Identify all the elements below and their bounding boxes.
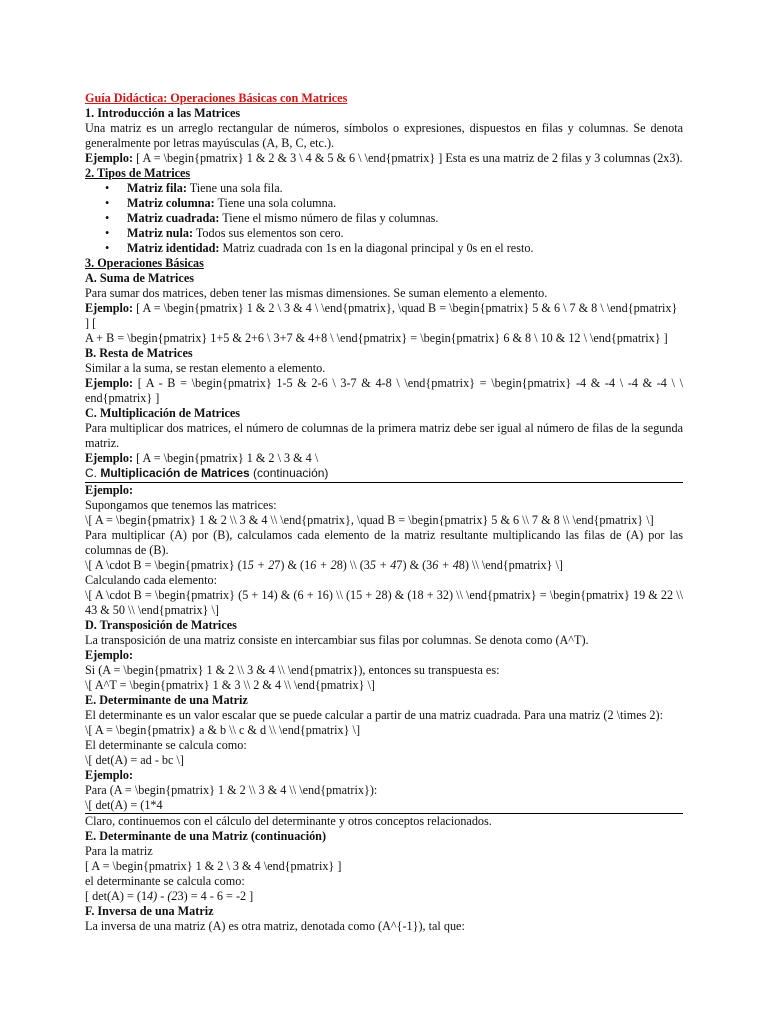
example-label: Ejemplo: xyxy=(85,648,134,662)
bullet-icon: • xyxy=(105,241,110,255)
list-item-desc: Todos sus elementos son cero. xyxy=(193,226,344,240)
formula-part: 6 + 2 xyxy=(310,558,337,572)
transposition-heading: D. Transposición de Matrices xyxy=(85,618,237,632)
list-item-desc: Matriz cuadrada con 1s en la diagonal principal y 0s en el resto. xyxy=(219,241,534,255)
formula-part: 7) & (1 xyxy=(274,558,311,572)
continuation-line: Calculando cada elemento: xyxy=(85,573,217,587)
product-formula-line xyxy=(85,558,683,573)
bullet-icon: • xyxy=(105,181,110,195)
part3-line: el determinante se calcula como: xyxy=(85,874,245,888)
list-item-term: Matriz columna: xyxy=(127,196,215,210)
formula-part: 5 + 2 xyxy=(247,558,275,572)
continuation-bold: Multiplicación de Matrices xyxy=(100,466,250,480)
sum-example-line-1 xyxy=(85,301,683,331)
document-page xyxy=(85,91,683,934)
continuation-line: Para multiplicar (A) por (B), calculamos cada elemento de la matriz resultante multiplicando las filas de (A) por las xyxy=(85,528,683,542)
section-1-paragraph-line-2: generalmente por letras mayúsculas (A, B, C, etc.). xyxy=(85,136,335,150)
matrix-types-list xyxy=(85,181,683,256)
list-item-term: Matriz fila: xyxy=(127,181,187,195)
continuation-line: columnas de (B). xyxy=(85,543,169,557)
part3-line: Para la matriz xyxy=(85,844,153,858)
continuation-line: 43 & 50 \\ \end{pmatrix} \] xyxy=(85,603,219,617)
document-title: Guía Didáctica: Operaciones Básicas con Matrices xyxy=(85,91,348,105)
example-label: Ejemplo: xyxy=(85,376,134,390)
list-item-desc: Tiene el mismo número de filas y columnas. xyxy=(219,211,439,225)
continuation-line: Supongamos que tenemos las matrices: xyxy=(85,498,277,512)
section-3-heading: 3. Operaciones Básicas xyxy=(85,256,204,270)
transposition-paragraph: La transposición de una matriz consiste en intercambiar sus filas por columnas. Se denota como (A^T). xyxy=(85,633,589,647)
bullet-icon: • xyxy=(105,196,110,210)
list-item-term: Matriz nula: xyxy=(127,226,194,240)
bullet-icon: • xyxy=(105,211,110,225)
list-item-term: Matriz cuadrada: xyxy=(127,211,220,225)
example-text: [ A = \begin{pmatrix} 1 & 2 \ 3 & 4 \ xyxy=(133,451,319,465)
multiplication-paragraph-line-1: Para multiplicar dos matrices, el número de columnas de la primera matriz debe ser igual al número de filas de la segunda xyxy=(85,421,683,435)
formula-part: 5 + 4 xyxy=(369,558,397,572)
subtraction-example-line-2: end{pmatrix} ] xyxy=(85,391,160,405)
multiplication-paragraph-line-2: matriz. xyxy=(85,436,120,450)
multiplication-example xyxy=(85,451,683,466)
formula-part: \[ A \cdot B = \begin{pmatrix} (1 xyxy=(85,558,248,572)
section-1-heading: 1. Introducción a las Matrices xyxy=(85,106,241,120)
determinant-result-line xyxy=(85,889,683,904)
determinant-line: \[ det(A) = ad - bc \] xyxy=(85,753,184,767)
example-label: Ejemplo: xyxy=(85,301,134,315)
list-item xyxy=(85,241,683,256)
determinant-line: Para (A = \begin{pmatrix} 1 & 2 \\ 3 & 4 \\ \end{pmatrix}): xyxy=(85,783,378,797)
determinant-continuation-heading: E. Determinante de una Matriz (continuación) xyxy=(85,829,327,843)
example-label: Ejemplo: xyxy=(85,768,134,782)
part3-line: [ A = \begin{pmatrix} 1 & 2 \ 3 & 4 \end{pmatrix} ] xyxy=(85,859,342,873)
determinant-line: El determinante se calcula como: xyxy=(85,738,247,752)
section-1-example xyxy=(85,151,683,166)
list-item xyxy=(85,226,683,241)
subtraction-paragraph: Similar a la suma, se restan elemento a elemento. xyxy=(85,361,326,375)
example-label: Ejemplo: xyxy=(85,151,134,165)
list-item-term: Matriz identidad: xyxy=(127,241,220,255)
sum-heading: A. Suma de Matrices xyxy=(85,271,194,285)
formula-part: 3) = 4 - 6 = -2 ] xyxy=(177,889,254,903)
formula-part: 8) \\ (3 xyxy=(336,558,370,572)
section-2-heading: 2. Tipos de Matrices xyxy=(85,166,191,180)
formula-part: 8) \\ \end{pmatrix} \] xyxy=(458,558,563,572)
formula-part: [ det(A) = (1 xyxy=(85,889,148,903)
multiplication-heading: C. Multiplicación de Matrices xyxy=(85,406,241,420)
continuation-suffix: (continuación) xyxy=(249,466,329,480)
example-text: [ A - B = \begin{pmatrix} 1-5 & 2-6 \ 3-7 & 4-8 \ \end{pmatrix} = \begin{pmatrix} -4 & -4 \ -4 & -4 \ \ xyxy=(133,376,683,390)
inverse-paragraph: La inversa de una matriz (A) es otra matriz, denotada como (A^{-1}), tal que: xyxy=(85,919,465,933)
formula-part: 7) & (3 xyxy=(396,558,433,572)
determinant-line: \[ det(A) = (1*4 xyxy=(85,798,683,814)
example-text: [ A = \begin{pmatrix} 1 & 2 & 3 \ 4 & 5 & 6 \ \end{pmatrix} ] Esta es una matriz de 2 filas y 3 columnas (2x3). xyxy=(133,151,683,165)
example-label: Ejemplo: xyxy=(85,451,134,465)
section-1-paragraph-line-1: Una matriz es un arreglo rectangular de números, símbolos o expresiones, dispuestos en filas y columnas. Se denota xyxy=(85,121,683,135)
continuation-line: \[ A \cdot B = \begin{pmatrix} (5 + 14) & (6 + 16) \\ (15 + 28) & (18 + 32) \\ \end{pmatrix} = \begin{pmatrix} 19 & 22 \\ xyxy=(85,588,683,602)
list-item xyxy=(85,196,683,211)
continuation-example-label: Ejemplo: xyxy=(85,483,134,497)
determinant-line: \[ A = \begin{pmatrix} a & b \\ c & d \\ \end{pmatrix} \] xyxy=(85,723,360,737)
transposition-line: \[ A^T = \begin{pmatrix} 1 & 3 \\ 2 & 4 \\ \end{pmatrix} \] xyxy=(85,678,375,692)
determinant-paragraph: El determinante es un valor escalar que se puede calcular a partir de una matriz cuadrada. Para una matriz (2 \times 2): xyxy=(85,708,663,722)
formula-part: 4) - (2 xyxy=(147,889,178,903)
list-item-desc: Tiene una sola fila. xyxy=(186,181,283,195)
transposition-line: Si (A = \begin{pmatrix} 1 & 2 \\ 3 & 4 \\ \end{pmatrix}), entonces su transpuesta es: xyxy=(85,663,500,677)
list-item xyxy=(85,181,683,196)
continuation-prefix: C. xyxy=(85,466,101,480)
list-item-desc: Tiene una sola columna. xyxy=(214,196,337,210)
sum-example-line-2: A + B = \begin{pmatrix} 1+5 & 2+6 \ 3+7 & 4+8 \ \end{pmatrix} = \begin{pmatrix} 6 & 8 \ 10 & 12 \ \end{pmatrix} ] xyxy=(85,331,668,345)
subtraction-heading: B. Resta de Matrices xyxy=(85,346,193,360)
part3-intro: Claro, continuemos con el cálculo del determinante y otros conceptos relacionados. xyxy=(85,814,492,828)
inverse-heading: F. Inversa de una Matriz xyxy=(85,904,214,918)
determinant-heading: E. Determinante de una Matriz xyxy=(85,693,248,707)
formula-part: 6 + 4 xyxy=(432,558,459,572)
example-text: [ A = \begin{pmatrix} 1 & 2 \ 3 & 4 \ \end{pmatrix}, \quad B = \begin{pmatrix} 5 & 6 \ 7 & 8 \ \end{pmatrix} ] [ xyxy=(85,301,678,330)
sum-paragraph: Para sumar dos matrices, deben tener las mismas dimensiones. Se suman elemento a elemento. xyxy=(85,286,548,300)
continuation-line: \[ A = \begin{pmatrix} 1 & 2 \\ 3 & 4 \\ \end{pmatrix}, \quad B = \begin{pmatrix} 5 & 6 \\ 7 & 8 \\ \end{pmatrix} \] xyxy=(85,513,654,527)
multiplication-continuation-heading xyxy=(85,466,683,483)
list-item xyxy=(85,211,683,226)
subtraction-example-line-1 xyxy=(85,376,683,391)
bullet-icon: • xyxy=(105,226,110,240)
